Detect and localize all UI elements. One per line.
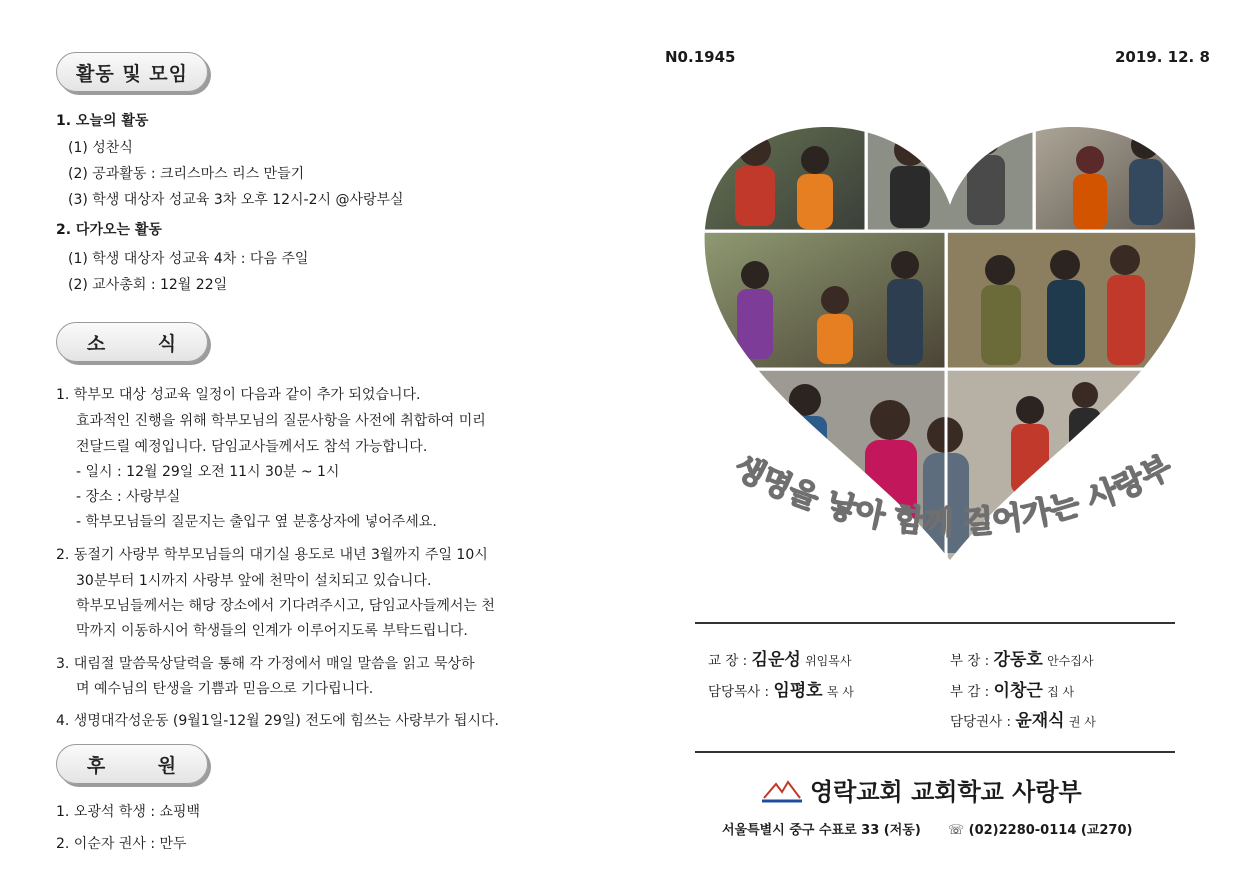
right-page <box>620 0 1245 881</box>
news-line: 4. 생명대각성운동 (9월1일-12월 29일) 전도에 힘쓰는 사랑부가 됩시다. <box>56 713 499 729</box>
staff-deaconess <box>950 706 1096 731</box>
issue-number: N0.1945 <box>665 48 736 66</box>
upcoming-item: (1) 학생 대상자 성교육 4차 : 다음 주일 <box>68 251 309 267</box>
supervisor-title: 집 사 <box>1047 685 1075 699</box>
pastor-label: 담당목사 : <box>708 684 770 700</box>
news-line: 30분부터 1시까지 사랑부 앞에 천막이 설치되고 있습니다. <box>76 573 432 589</box>
left-page <box>0 0 620 881</box>
staff-head <box>950 645 1093 670</box>
staff-principal <box>708 645 851 670</box>
principal-name: 김운성 <box>751 650 801 670</box>
news-line: 학부모님들께서는 해당 장소에서 기다려주시고, 담임교사들께서는 천 <box>76 598 495 614</box>
today-item: (1) 성찬식 <box>68 140 133 156</box>
news-line: 2. 동절기 사랑부 학부모님들의 대기실 용도로 내년 3월까지 주일 10시 <box>56 547 488 563</box>
pastor-title: 목 사 <box>826 685 854 699</box>
divider-top <box>695 622 1175 624</box>
deaconess-label: 담당권사 : <box>950 714 1012 730</box>
head-title: 안수집사 <box>1047 654 1094 668</box>
phone-text: ☏ (02)2280-0114 (교270) <box>947 823 1133 838</box>
activities-header: 활동 및 모임 <box>56 52 208 92</box>
today-activities-title: 1. 오늘의 활동 <box>56 113 149 129</box>
news-line: 1. 학부모 대상 성교육 일정이 다음과 같이 추가 되었습니다. <box>56 387 421 403</box>
divider-bottom <box>695 751 1175 753</box>
church-address <box>722 819 1132 838</box>
head-label: 부 장 : <box>950 653 990 669</box>
head-name: 강동호 <box>993 650 1043 670</box>
upcoming-activities-title: 2. 다가오는 활동 <box>56 222 162 238</box>
news-line: 전달드릴 예정입니다. 담임교사들께서도 참석 가능합니다. <box>76 439 428 455</box>
pastor-name: 임평호 <box>773 681 823 701</box>
deaconess-title: 권 사 <box>1068 715 1096 729</box>
svg-text:생명을 낳아 함께 걸어가는 사랑부 <box>728 449 1178 541</box>
news-header: 소 식 <box>56 322 208 362</box>
news-line: 막까지 이동하시어 학생들의 인계가 이루어지도록 부탁드립니다. <box>76 623 468 639</box>
supervisor-name: 이창근 <box>993 681 1043 701</box>
staff-pastor <box>708 676 854 701</box>
upcoming-item: (2) 교사총회 : 12월 22일 <box>68 277 228 293</box>
support-header: 후 원 <box>56 744 208 784</box>
news-line: - 학부모님들의 질문지는 출입구 옆 분홍상자에 넣어주세요. <box>76 514 437 530</box>
principal-label: 교 장 : <box>708 653 748 669</box>
slogan-arc <box>698 443 1208 583</box>
church-logo-icon <box>760 776 804 804</box>
today-item: (2) 공과활동 : 크리스마스 리스 만들기 <box>68 166 305 182</box>
church-brand-text: 영락교회 교회학교 사랑부 <box>810 778 1082 806</box>
supervisor-label: 부 감 : <box>950 684 990 700</box>
support-item: 1. 오광석 학생 : 쇼핑백 <box>56 804 201 820</box>
today-item: (3) 학생 대상자 성교육 3차 오후 12시-2시 @사랑부실 <box>68 192 404 208</box>
news-line: 3. 대림절 말씀묵상달력을 통해 각 가정에서 매일 말씀을 읽고 묵상하 <box>56 656 475 672</box>
slogan-text: 생명을 낳아 함께 걸어가는 사랑부 <box>728 448 1178 542</box>
staff-supervisor <box>950 676 1074 701</box>
principal-title: 위임목사 <box>805 654 852 668</box>
news-line: 효과적인 진행을 위해 학부모님의 질문사항을 사전에 취합하여 미리 <box>76 413 486 429</box>
support-item: 2. 이순자 권사 : 만두 <box>56 836 187 852</box>
issue-date: 2019. 12. 8 <box>1115 48 1210 66</box>
address-text: 서울특별시 중구 수표로 33 (저동) <box>722 823 921 838</box>
news-line: 며 예수님의 탄생을 기쁨과 믿음으로 기다립니다. <box>76 681 374 697</box>
news-line: - 장소 : 사랑부실 <box>76 489 181 505</box>
news-line: - 일시 : 12월 29일 오전 11시 30분 ~ 1시 <box>76 464 340 480</box>
deaconess-name: 윤재식 <box>1015 711 1065 731</box>
church-brand <box>760 772 1082 807</box>
